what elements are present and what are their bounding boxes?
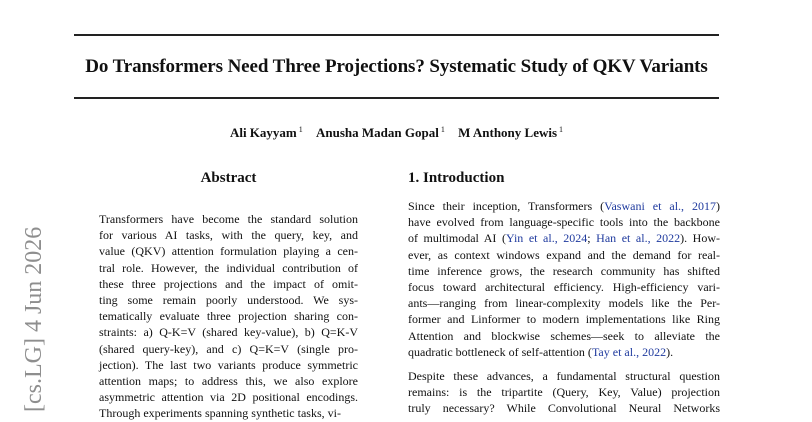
abstract-line: tral role. However, the individual contribution of: [99, 260, 358, 275]
affiliation-mark: 1: [440, 125, 445, 134]
abstract-line: asymmetric attention via 2D positional encodings.: [99, 390, 358, 405]
text-span: ;: [587, 231, 597, 246]
affiliation-mark: 1: [298, 125, 303, 134]
paragraph-gap: [408, 360, 720, 368]
text-span: ): [716, 199, 720, 213]
author-name: Ali Kayyam: [229, 125, 297, 140]
text-span: ants—ranging from linear-complexity models like the Per-: [408, 296, 720, 311]
introduction-line: [408, 279, 720, 295]
author-name: M Anthony Lewis: [458, 125, 558, 140]
text-span: ). How-: [680, 231, 720, 246]
citation-link[interactable]: Han et al., 2022: [596, 231, 681, 246]
introduction-body: [408, 198, 720, 417]
citation-link[interactable]: Yin et al., 2024: [505, 231, 588, 246]
title-top-rule: [74, 34, 719, 36]
text-span: Attention and blockwise schemes—seek to alleviate the: [408, 328, 720, 343]
introduction-line: [408, 344, 720, 360]
arxiv-stamp-text: [cs.LG] 4 Jun 2026: [21, 226, 47, 412]
abstract-line: ting some remain poorly understood. We sys-: [99, 293, 358, 308]
text-span: ).: [666, 344, 674, 359]
abstract-line: these three projections and the impact of omit-: [99, 276, 358, 291]
text-span: quadratic bottleneck of self-attention (: [408, 344, 592, 359]
abstract-line: jection). The last two variants produce symmetric: [99, 357, 358, 372]
text-span: truly necessary? While Convolutional Neural Networks: [408, 401, 720, 416]
abstract-line: (shared query-key), and c) Q=K=V (single pro-: [99, 341, 358, 356]
introduction-line: [408, 368, 720, 384]
introduction-line: [408, 214, 720, 230]
author-name: Anusha Madan Gopal: [316, 125, 439, 140]
text-span: Since their inception, Transformers (: [408, 199, 605, 213]
author: [316, 125, 445, 140]
abstract-heading: Abstract: [200, 170, 257, 186]
text-span: former and Linformer to modern implementations like Ring: [408, 312, 720, 327]
introduction-line: [408, 311, 720, 327]
text-span: focus toward architectural efficiency. High-efficiency vari-: [408, 280, 720, 295]
abstract-line: Through experiments spanning synthetic tasks, vi-: [99, 406, 341, 421]
abstract-line: straints: a) Q-K=V (shared key-value), b) Q=K-V: [99, 325, 358, 340]
author: [230, 125, 303, 140]
abstract-line: attention maps; to address this, we also explore: [99, 374, 358, 389]
text-span: Despite these advances, a fundamental structural question: [408, 369, 720, 384]
title-bottom-rule: [74, 97, 719, 99]
text-span: remains: is the tripartite (Query, Key, Value) projection: [408, 385, 720, 400]
introduction-line: [408, 230, 720, 246]
text-span: time inference grows, the research community has shifted: [408, 263, 720, 278]
text-span: ever, as context windows expand and the demand for real-: [408, 247, 720, 262]
introduction-line: [408, 400, 720, 416]
introduction-line: [408, 384, 720, 400]
abstract-line: for various AI tasks, with the query, key, and: [99, 228, 358, 243]
introduction-line: [408, 263, 720, 279]
text-span: have evolved from language-specific tools into the backbone: [408, 215, 720, 230]
author-list: [74, 125, 719, 141]
abstract-body: [99, 211, 358, 422]
paper-title: Do Transformers Need Three Projections? Systematic Study of QKV Variants: [85, 56, 708, 77]
introduction-line: [408, 295, 720, 311]
abstract-line: Transformers have become the standard solution: [99, 212, 358, 226]
citation-link[interactable]: Vaswani et al., 2017: [604, 199, 716, 213]
introduction-line: [408, 247, 720, 263]
introduction-line: [408, 328, 720, 344]
abstract-line: value (QKV) attention formulation playing a cen-: [99, 244, 358, 259]
affiliation-mark: 1: [559, 125, 564, 134]
abstract-line: tematically evaluate three projection sharing con-: [99, 309, 358, 324]
author: [458, 125, 563, 140]
text-span: of multimodal AI (: [408, 231, 506, 246]
introduction-heading: 1. Introduction: [408, 170, 505, 186]
introduction-line: [408, 198, 720, 214]
citation-link[interactable]: Tay et al., 2022: [591, 344, 667, 359]
